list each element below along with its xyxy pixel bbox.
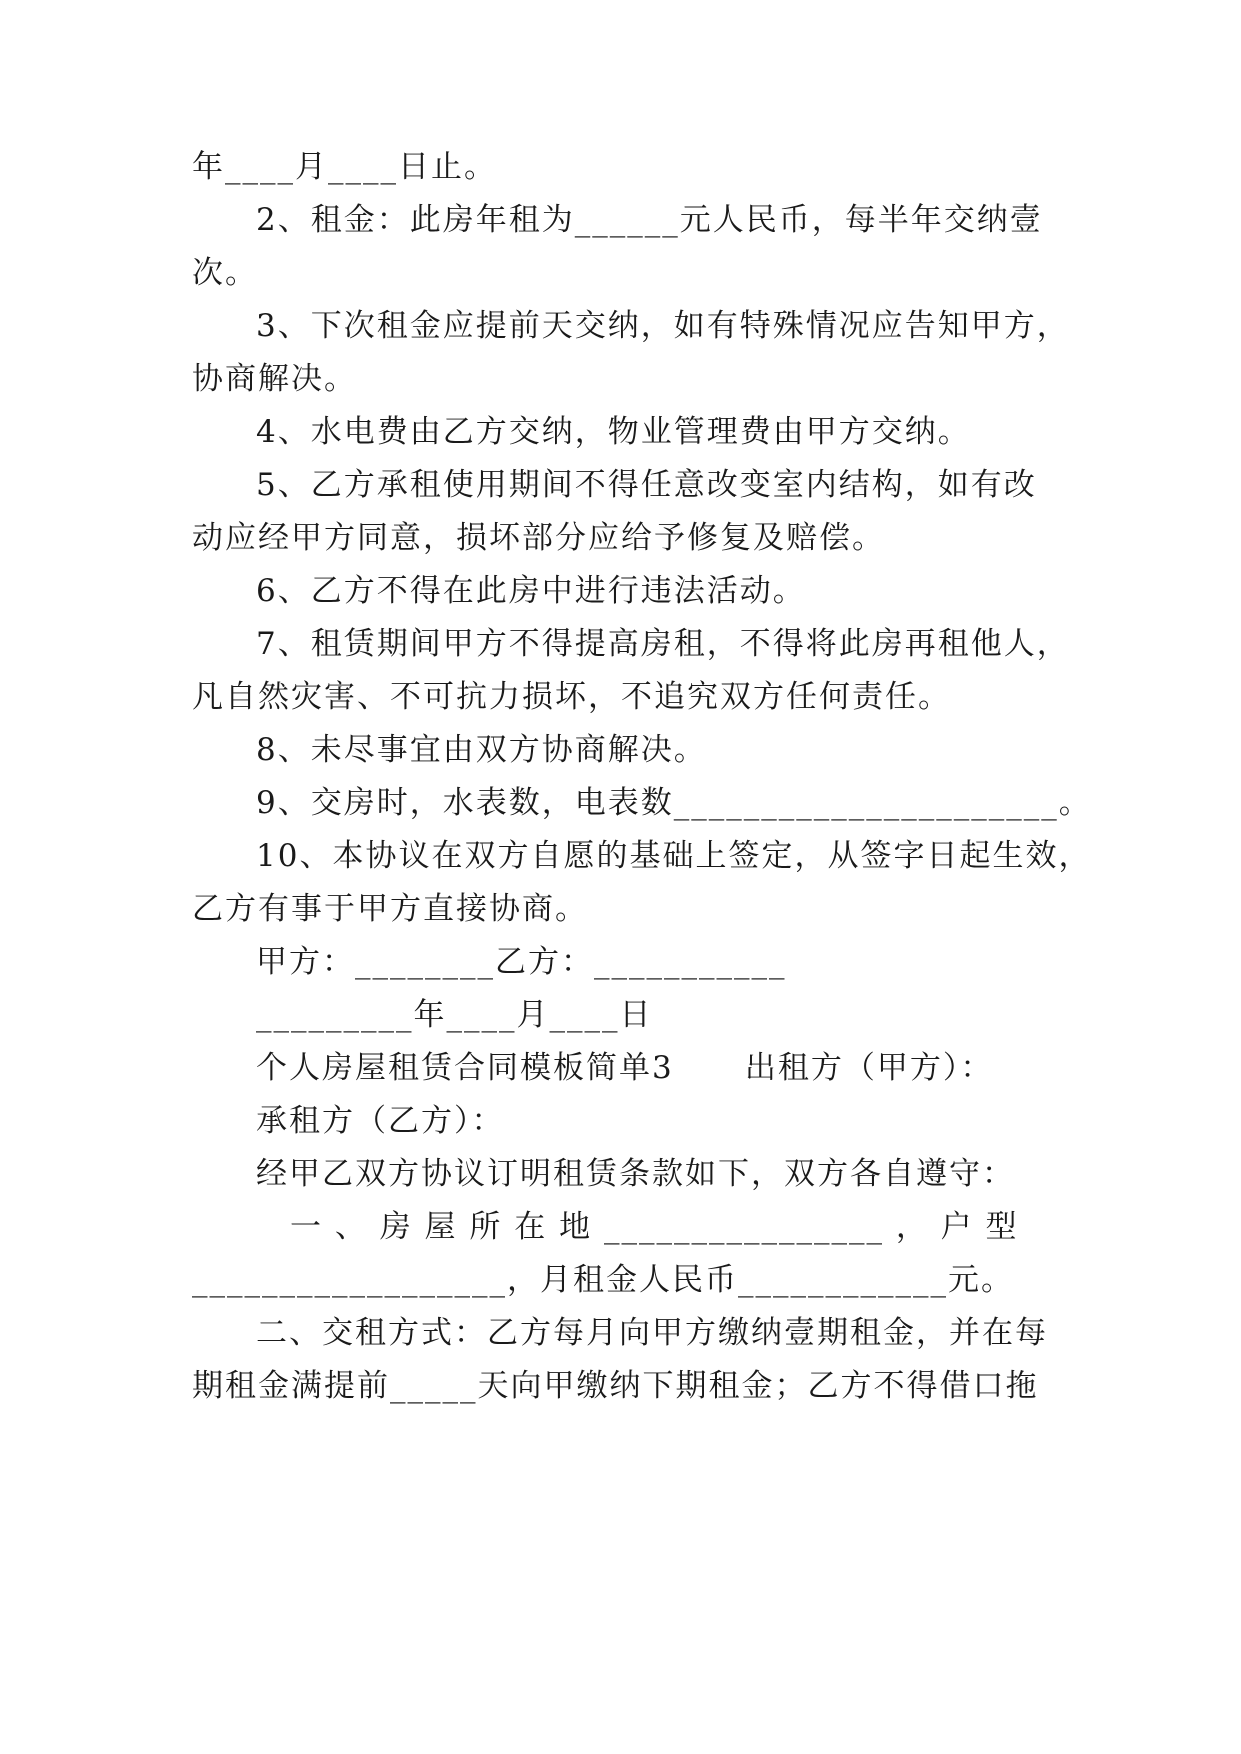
text-line: 次。 — [192, 255, 258, 291]
text-line: 4、水电费由乙方交纳，物业管理费由甲方交纳。 — [256, 414, 971, 450]
text-line: 一 、 房 屋 所 在 地 ________________ ， 户 型 — [290, 1209, 1019, 1245]
text-line: 凡自然灾害、不可抗力损坏，不追究双方任何责任。 — [192, 679, 951, 715]
signature-line: 甲方：________乙方：___________ — [256, 944, 787, 980]
text-line: 3、下次租金应提前天交纳，如有特殊情况应告知甲方， — [256, 308, 1070, 344]
text-line: __________________，月租金人民币____________元。 — [192, 1262, 1014, 1298]
text-line: 5、乙方承租使用期间不得任意改变室内结构，如有改 — [256, 467, 1037, 503]
date-line: _________年____月____日 — [256, 997, 653, 1033]
text-line: 2、租金：此房年租为______元人民币，每半年交纳壹 — [256, 202, 1043, 238]
text-line: 乙方有事于甲方直接协商。 — [192, 891, 588, 927]
text-line: 协商解决。 — [192, 361, 357, 397]
text-line: 9、交房时，水表数，电表数______________________。 — [256, 785, 1092, 821]
text-line: 动应经甲方同意，损坏部分应给予修复及赔偿。 — [192, 520, 885, 556]
text-line: 10、本协议在双方自愿的基础上签定，从签字日起生效， — [256, 838, 1092, 874]
text-line: 8、未尽事宜由双方协商解决。 — [256, 732, 707, 768]
text-line: 期租金满提前_____天向甲缴纳下期租金；乙方不得借口拖 — [192, 1368, 1039, 1404]
section-title: 个人房屋租赁合同模板简单3 出租方（甲方）： — [256, 1050, 994, 1086]
text-line: 二、交租方式：乙方每月向甲方缴纳壹期租金，并在每 — [256, 1315, 1048, 1351]
text-line: 年____月____日止。 — [192, 149, 497, 185]
text-line: 经甲乙双方协议订明租赁条款如下，双方各自遵守： — [256, 1156, 1015, 1192]
text-line: 承租方（乙方）： — [256, 1103, 505, 1139]
text-line: 7、租赁期间甲方不得提高房租，不得将此房再租他人， — [256, 626, 1070, 662]
text-line: 6、乙方不得在此房中进行违法活动。 — [256, 573, 806, 609]
